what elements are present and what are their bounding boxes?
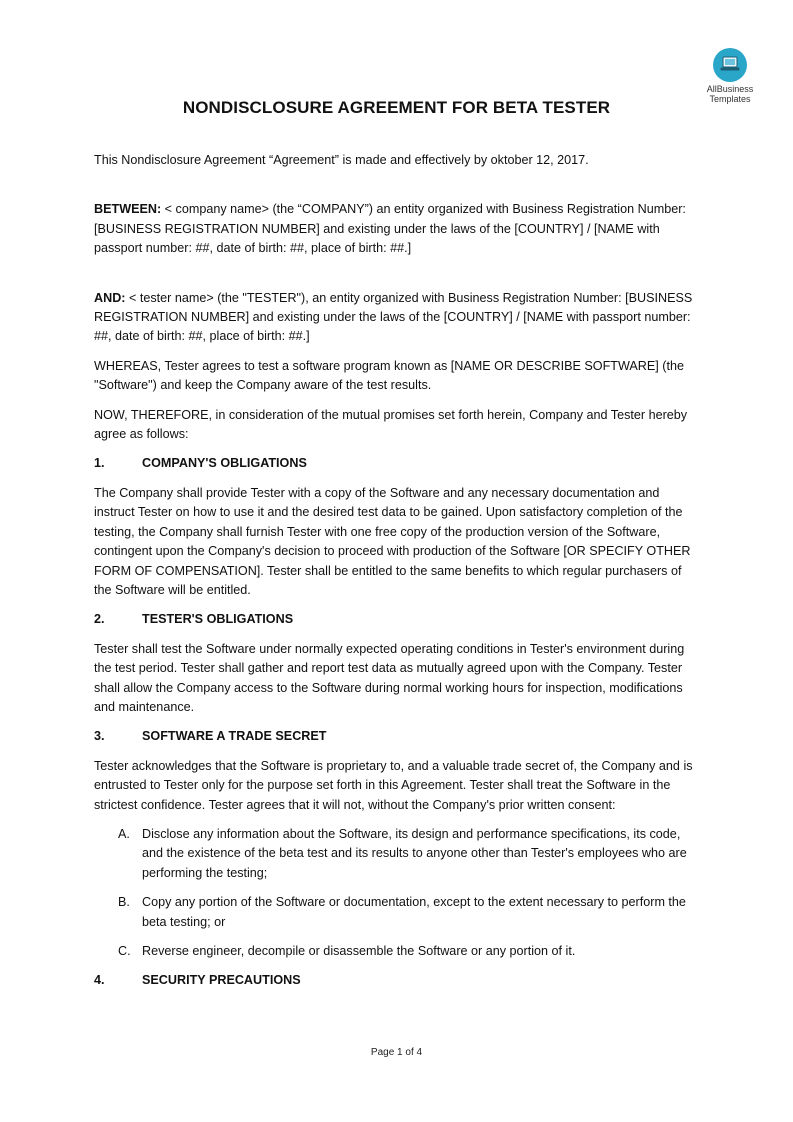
section-1-heading — [94, 454, 698, 473]
logo-line-2: Templates — [709, 94, 751, 104]
logo-line-1: AllBusiness — [706, 84, 754, 94]
section-4-number: 4. — [94, 973, 105, 988]
allbusiness-logo — [695, 48, 765, 104]
section-1-number: 1. — [94, 456, 105, 471]
section-2-heading — [94, 610, 698, 629]
section-1-title: COMPANY'S OBLIGATIONS — [142, 456, 307, 471]
intro-paragraph: This Nondisclosure Agreement “Agreement” is made and effectively by oktober 12, 2017. — [94, 153, 589, 167]
whereas-paragraph: WHEREAS, Tester agrees to test a software program known as [NAME OR DESCRIBE SOFTWARE] (the "Software") and keep the Company aware of the test results. — [94, 358, 684, 393]
between-paragraph — [94, 200, 698, 258]
section-3-title: SOFTWARE A TRADE SECRET — [142, 729, 327, 744]
section-2-number: 2. — [94, 612, 105, 627]
section-1-body: The Company shall provide Tester with a copy of the Software and any necessary documentation and instruct Tester on how to use it and the desired test data to be gained. Upon satisfactory completion of the testing, the Company shall furnish Tester with one free copy of the production version of the Software, contingent upon the Company's decision to proceed with production of the Software [OR SPECIFY OTHER FORM OF COMPENSATION]. Tester shall be entitled to the same benefits to which regular purchasers of the Software will be entitled. — [94, 485, 691, 597]
list-marker-b: B. — [118, 895, 130, 910]
list-text-b: Copy any portion of the Software or documentation, except to the extent necessary to perform the beta testing; or — [142, 895, 686, 929]
list-text-c: Reverse engineer, decompile or disassemble the Software or any portion of it. — [142, 944, 576, 958]
section-3-heading — [94, 727, 698, 746]
document-title: NONDISCLOSURE AGREEMENT FOR BETA TESTER — [182, 98, 611, 117]
section-2-body: Tester shall test the Software under normally expected operating conditions in Tester's environment during the test period. Tester shall gather and report test data as mutually agreed upon with the Company. Tester shall allow the Company access to the Software during normal working hours for inspection, modifications and maintenance. — [94, 641, 685, 714]
section-4-heading — [94, 971, 698, 990]
section-3-number: 3. — [94, 729, 105, 744]
section-4-title: SECURITY PRECAUTIONS — [142, 973, 301, 988]
now-therefore-paragraph: NOW, THEREFORE, in consideration of the mutual promises set forth herein, Company and Tester hereby agree as follows: — [94, 407, 688, 442]
list-marker-a: A. — [118, 826, 130, 841]
list-text-a: Disclose any information about the Software, its design and performance specifications, its code, and the existence of the beta test and its results to anyone other than Tester's employees who are performing the testing; — [142, 826, 687, 880]
and-paragraph — [94, 289, 698, 347]
document-body — [94, 151, 698, 991]
and-text: < tester name> (the "TESTER"), an entity organized with Business Registration Number: [BUSINESS REGISTRATION NUMBER] and existing under the laws of the [COUNTRY] / [NAME with passport number: ##, date of birth: ##, place of birth: ##.] — [94, 290, 693, 344]
list-item-c — [94, 942, 698, 961]
list-marker-c: C. — [118, 944, 131, 958]
page-number-footer: Page 1 of 4 — [370, 1047, 423, 1058]
laptop-icon — [713, 48, 747, 82]
between-text: < company name> (the “COMPANY”) an entity organized with Business Registration Number: [BUSINESS REGISTRATION NUMBER] and existing under the laws of the [COUNTRY] / [NAME with passport number: ##, date of birth: ##, place of birth: ##.] — [94, 202, 686, 256]
list-item-a — [94, 825, 698, 883]
section-3-body: Tester acknowledges that the Software is proprietary to, and a valuable trade secret of, the Company and is entrusted to Tester only for the purpose set forth in this Agreement. Tester shall treat the Software in the strictest confidence. Tester agrees that it will not, without the Company's prior written consent: — [94, 758, 693, 812]
list-item-b — [94, 893, 698, 932]
section-2-title: TESTER'S OBLIGATIONS — [142, 612, 294, 627]
and-label: AND: — [94, 290, 126, 305]
between-label: BETWEEN: — [94, 202, 162, 217]
